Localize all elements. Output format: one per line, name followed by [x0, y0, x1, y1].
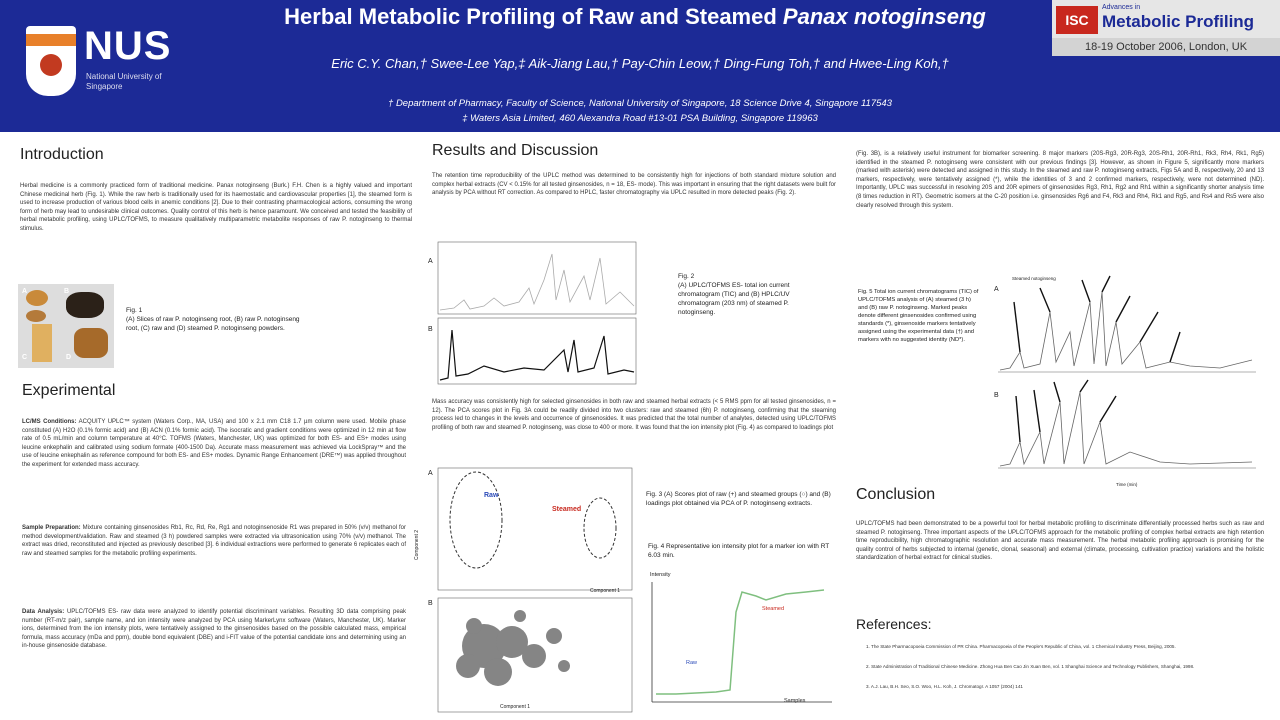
lcms-label: LC/MS Conditions: [22, 419, 77, 425]
affiliation-2: ‡ Waters Asia Limited, 460 Alexandra Road #13-01 PSA Building, Singapore 119963 [462, 113, 818, 124]
fig2-label-a: A [428, 258, 433, 265]
fig1-caption: Fig. 1 (A) Slices of raw P. notoginseng root, (B) raw P. notoginseng root, (C) raw and (D) steamed P. notoginseng powders. [126, 307, 300, 332]
fig4-steamed-label: Steamed [762, 606, 785, 612]
fig2-label-b: B [428, 326, 433, 333]
fig3-xlabel-b: Component 1 [500, 704, 531, 710]
conclusion-heading: Conclusion [856, 486, 936, 503]
conference-date: 18-19 October 2006, London, UK [1052, 38, 1280, 56]
authors: Eric C.Y. Chan,† Swee-Lee Yap,‡ Aik-Jiang Lau,† Pay-Chin Leow,† Ding-Fung Toh,† and Hwee-Ling Koh,† [331, 56, 949, 71]
header-banner [0, 0, 1280, 132]
fig1-label-c: C [22, 354, 28, 361]
title-italic: Panax notoginseng [782, 4, 986, 29]
fig4-raw-label: Raw [686, 660, 698, 666]
lcms-text: ACQUITY UPLC™ system (Waters Corp., MA, USA) and 100 x 2.1 mm C18 1.7 µm column were used. Mobile phase constituted (A) H2O (0.1% formic acid) and (B) ACN (0.1% formic acid). The isocratic and gradient conditions were optimized in 12 min at flow rate of 0.5 mL/min and column temperature at 40°C. TOFMS (Waters, Manchester, UK) was optimized for both ES- and ES+ modes using leucine enkephalin and calibrated using sodium formate (400-1500 Da). Accurate mass measurement was achieved via LockSpray™ and the use of leucine enkephalin as reference compound for both ES- and ES+ modes. Dynamic Range Enhancement (DRE™) was applied throughout the experiment for extended mass accuracy. [22, 419, 406, 468]
fig3-xlabel: Component 1 [590, 588, 621, 594]
fig3-raw-label: Raw [484, 492, 499, 499]
fig1-label-a: A [22, 288, 28, 295]
sample-label: Sample Preparation: [22, 525, 81, 531]
reference-2: 2. State Administration of Traditional Chinese Medicine. Zhong Hua Ben Cao Jin Xuan Ben, vol. 1 Shanghai Science and Technology Publishers, Shanghai, 1998. [866, 664, 1195, 669]
fig5-tic-chromatograms [990, 272, 1260, 486]
sample-text: Mixture containing ginsenosides Rb1, Rc, Rd, Re, Rg1 and notoginsenoside R1 was prepared in 50% (v/v) methanol for method development/validation. Raw and steamed (3 h) powdered samples were extracted via ultrasonication using 70% (v/v) methanol. The extract was dried, reconstituted and injected as previously described [3]. 6 individual extractions were performed to generate 6 replicates each of raw and steamed samples for the metabolic profiling experiments. [22, 525, 406, 557]
fig5-raw-trace [1000, 392, 1252, 466]
fig3-steamed-label: Steamed [552, 506, 582, 513]
fig5-caption: Fig. 5 Total ion current chromatograms (TIC) of UPLC/TOFMS analysis of (A) steamed (3 h) and (B) raw P. notoginseng. Marked peaks denote different ginsenosides confirmed using standards (*), ginsenoside markers tentatively assigned using the experimental data (†) and markers with no suggested identity (ND*). [858, 289, 979, 343]
reference-3: 3. A.J. Lau, B.H. Seo, S.O. Woo, H.L. Koh, J. Chromatogr. A 1057 (2004) 141 [866, 684, 1023, 689]
results-heading: Results and Discussion [432, 142, 599, 159]
introduction-heading: Introduction [20, 146, 104, 163]
sample-paragraph [22, 524, 406, 558]
affiliation-1: † Department of Pharmacy, Faculty of Science, National University of Singapore, 18 Science Drive 4, Singapore 117543 [388, 98, 892, 109]
fig4-intensity-plot [646, 572, 836, 712]
fig1-label-b: B [64, 288, 70, 295]
conference-advances: Advances in [1102, 4, 1141, 11]
fig5-marker-lines [1014, 276, 1180, 362]
title-main: Herbal Metabolic Profiling of Raw and Steamed [284, 4, 783, 29]
fig4-xlabel: Samples [784, 698, 806, 704]
affiliations [200, 96, 1080, 126]
conference-name: Metabolic Profiling [1102, 12, 1255, 31]
fig5-xlabel: Time (min) [1116, 482, 1138, 487]
references-heading: References: [856, 616, 932, 632]
poster-title [185, 4, 1085, 30]
results-paragraph-1: The retention time reproducibility of the UPLC method was determined to be consistently high for injections of both standard mixture solution and complex herbal extracts (CV < 0.15% for all tested ginsenosides, n = 18, ES- mode). This was important in ensuring that the right datasets were built for analysis by PCA without RT correction. As compared to HPLC, faster chromatography via UPLC resulted in more detected peaks (Fig. 2). [432, 173, 836, 197]
fig3-label-b: B [428, 600, 433, 607]
experimental-heading: Experimental [22, 382, 116, 399]
nus-logo [22, 22, 180, 102]
fig5-label-a: A [994, 286, 999, 293]
fig2-caption: Fig. 2 (A) UPLC/TOFMS ES- total ion current chromatogram (TIC) and (B) HPLC/UV chromatogram (203 nm) of steamed P. notoginseng. [678, 273, 790, 316]
fig5-top-label: Steamed notoginseng [1012, 276, 1056, 281]
fig5-label-b: B [994, 392, 999, 399]
logo-subtext: National University of Singapore [86, 72, 162, 91]
fig4-caption: Fig. 4 Representative ion intensity plot for a marker ion with RT 6.03 min. [648, 543, 830, 559]
conference-logo: ISC [1056, 6, 1098, 34]
fig2-chromatograms [424, 240, 644, 388]
crest-icon [26, 26, 76, 96]
conference-badge [1052, 0, 1280, 56]
data-analysis-label: Data Analysis: [22, 609, 65, 615]
data-analysis-text: UPLC/TOFMS ES- raw data were analyzed to identify potential discriminant variables. Resulting 3D data comprising peak number (RT-m/z pair), sample name, and ion intensity were analyzed by PCA using MarkerLynx software (Waters, Manchester, UK). Marker ions, determined from the ion intensity plots, were tentatively assigned to the ginsenosides based on the possible calculated mass, empirical formula, mass accuracy (mDa and ppm), double bond equivalent (DBE) and i-FIT value of the potential candidate ions and determining using an in-house ginsenoside database. [22, 609, 406, 650]
fig1-photo [18, 284, 114, 368]
fig4-intensity-trace [656, 590, 824, 694]
fig4-ylabel: Intensity [650, 572, 671, 578]
fig3-ylabel: Component 2 [414, 529, 420, 560]
data-analysis-paragraph [22, 608, 406, 651]
logo-text: NUS [84, 24, 172, 68]
fig3-caption: Fig. 3 (A) Scores plot of raw (+) and steamed groups (○) and (B) loadings plot obtained via PCA of P. notoginseng extracts. [646, 491, 831, 507]
right-column-paragraph: (Fig. 3B), is a relatively useful instrument for biomarker screening. 8 major markers (20S-Rg3, 20R-Rg3, 20S-Rh1, 20R-Rh1, Rk3, Rh4, Rk1, Rg5) identified in the steamed P. notoginseng were consistent with our previous findings [3]. However, as shown in Figure 5, significantly more markers (marked with asterisk) were detected and assigned in this study. In the steamed and raw P. notoginseng extracts, Figs 5A and B, respectively, 20 and 13 markers, respectively, were tentatively assigned (*), while the identities of 3 and 2 confirmed markers, respectively, were not determined (ND). Importantly, UPLC was successful in resolving 20S and 20R epimers of ginsenosides Rg3, Rh1, Rg2 and Rh1 within a significantly shorter analysis time (8 times reduction in RT). Geometric isomers at the C-20 position i.e. ginsenosides Rg6 and F4, Rk3 and Rh4, Rk1 and Rg5, and Rs4 and Rs5 were also clearly resolved through this system. [856, 151, 1264, 209]
fig1-label-d: D [66, 354, 72, 361]
introduction-text: Herbal medicine is a commonly practiced form of traditional medicine. Panax notoginseng (Burk.) F.H. Chen is a highly valued and important Chinese medicinal herb (Fig. 1). While the raw herb is traditionally used for its haemostatic and cardiovascular properties [1], the steamed form is used to increase production of various blood cells in anemic conditions [2]. Due to their contrasting pharmacological actions, consuming the wrong form of herb may lead to undesirable clinical outcomes. Quality control of this herb is hence paramount. We conceived and tested the feasibility of herbal metabolic profiling, using UPLC/TOFMS, to measure qualitatively multiparametric metabolite responses of raw P. notoginseng to thermal stimulus. [20, 183, 412, 232]
conclusion-text: UPLC/TOFMS had been demonstrated to be a powerful tool for herbal metabolic profiling to discriminate differentially processed herbs such as raw and steamed P. notoginseng. Three important aspects of the UPLC/TOFMS approach for the metabolic profiling of complex herbal extracts are high retention time reproducibility, high chromatographic resolution and accurate mass measurement. The herbal metabolic profiling approach is promising for the quality control of herbs subjected to internal (genetic, clonal, seasonal) and external (climate, processing, cultivation practice) variations and the holistic standardization of herbal extract for clinical studies. [856, 521, 1264, 562]
lcms-paragraph [22, 418, 406, 470]
fig3-label-a: A [428, 470, 433, 477]
reference-1: 1. The State Pharmacopoeia Commission of PR China. Pharmacopoeia of the People's Republic of China, vol. 1 Chemical Industry Press, Beijing, 2005. [866, 644, 1176, 649]
fig5-raw-marker-lines [1016, 380, 1116, 442]
results-paragraph-2: Mass accuracy was consistently high for selected ginsenosides in both raw and steamed herbal extracts (< 5 RMS ppm for all tested ginsenosides, n = 12). The PCA scores plot in Fig. 3A could be readily divided into two clusters: raw and steamed (6h) P. notoginseng, confirming that the steaming process led to changes in the levels and occurrence of ginsenosides. It was predicted that the total number of analytes, detected using UPLC/TOFMS profiling of both raw and steamed P. notoginseng, was close to 400 or more. It was found that the ion intensity plot (Fig. 4) as compared to loadings plot [432, 399, 836, 431]
